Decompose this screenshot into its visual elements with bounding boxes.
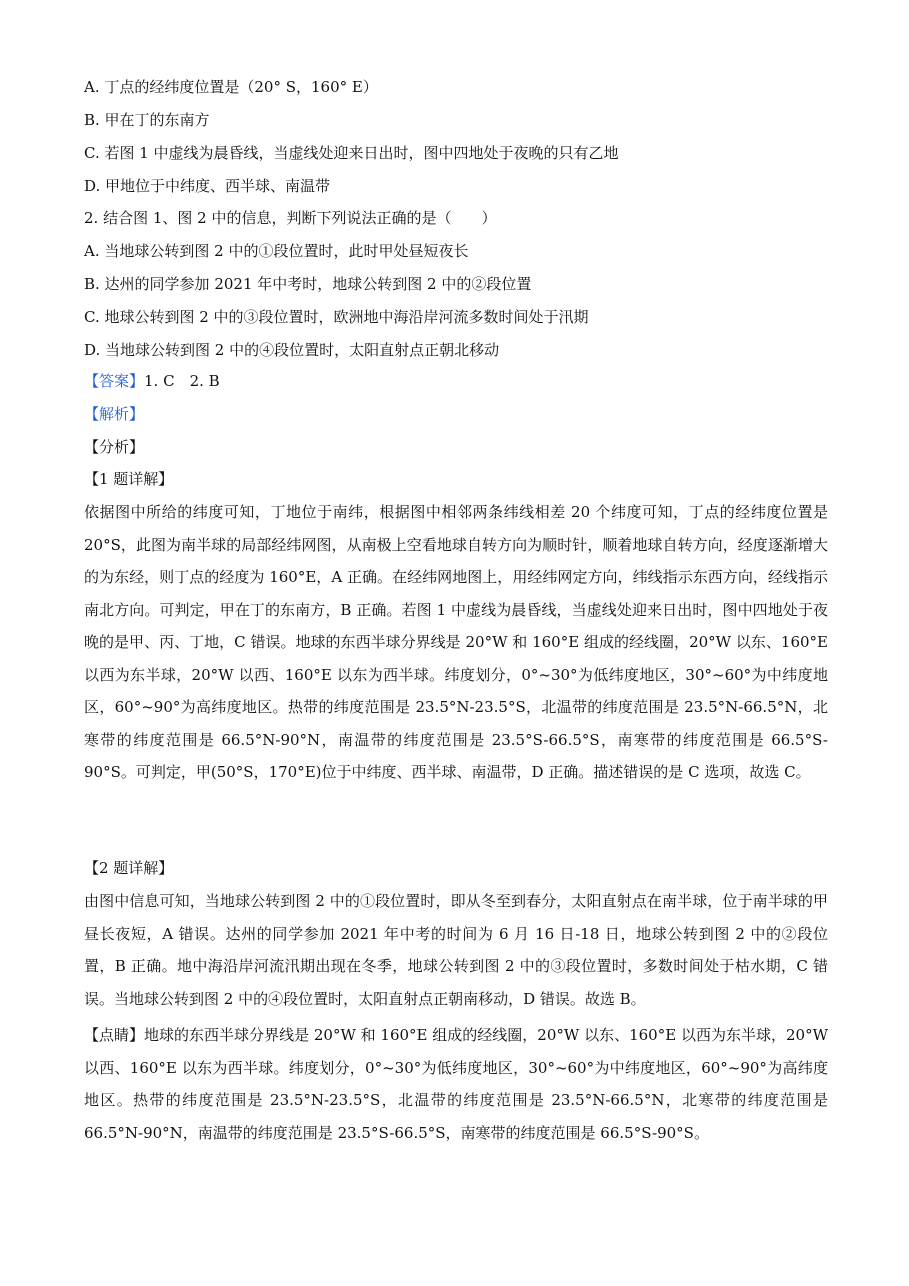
- option-2a: A. 当地球公转到图 2 中的①段位置时，此时甲处昼短夜长: [84, 242, 469, 260]
- q1-detail-header: 【1 题详解】: [84, 470, 174, 488]
- dianjing-label: 【点睛】: [84, 1026, 145, 1044]
- answer-label: 【答案】: [84, 372, 145, 390]
- option-2d: D. 当地球公转到图 2 中的④段位置时，太阳直射点正朝北移动: [84, 341, 500, 359]
- fenxi-header: 【分析】: [84, 438, 145, 456]
- answer-text: 1. C 2. B: [144, 372, 220, 390]
- option-2c: C. 地球公转到图 2 中的③段位置时，欧洲地中海沿岸河流多数时间处于汛期: [84, 308, 589, 326]
- q1-detail-paragraph: 依据图中所给的纬度可知，丁地位于南纬，根据图中相邻两条纬线相差 20 个纬度可知，丁点的经纬度位置是 20°S，此图为南半球的局部经纬网图，从南极上空看地球自转方向为顺时针，顺着地球自转方向，经度逐渐增大的为东经，则丁点的经度为 160°E，A 正确。在经纬网地图上，用经纬网定方向，纬线指示东西方向，经线指示南北方向。可判定，甲在丁的东南方，B 正确。若图 1 中虚线为晨昏线，当虚线处迎来日出时，图中四地处于夜晚的是甲、丙、丁地，C 错误。地球的东西半球分界线是 20°W 和 160°E 组成的经线圈，20°W 以东、160°E 以西为东半球，20°W 以西、160°E 以东为西半球。纬度划分，0°~30°为低纬度地区，30°~60°为中纬度地区，60°~90°为高纬度地区。热带的纬度范围是 23.5°N-23.5°S，北温带的纬度范围是 23.5°N-66.5°N，北寒带的纬度范围是 66.5°N-90°N，南温带的纬度范围是 23.5°S-66.5°S，南寒带的纬度范围是 66.5°S-90°S。可判定，甲(50°S，170°E)位于中纬度、西半球、南温带，D 正确。描述错误的是 C 选项，故选 C。: [84, 503, 828, 781]
- option-1d: D. 甲地位于中纬度、西半球、南温带: [84, 177, 331, 195]
- option-1c: C. 若图 1 中虚线为晨昏线，当虚线处迎来日出时，图中四地处于夜晚的只有乙地: [84, 144, 619, 162]
- option-1b: B. 甲在丁的东南方: [84, 111, 210, 129]
- q2-detail-paragraph: 由图中信息可知，当地球公转到图 2 中的①段位置时，即从冬至到春分，太阳直射点在南半球，位于南半球的甲昼长夜短，A 错误。达州的同学参加 2021 年中考的时间为 6 月 16 日-18 日，地球公转到图 2 中的②段位置，B 正确。地中海沿岸河流汛期出现在冬季，地球公转到图 2 中的③段位置时，多数时间处于枯水期，C 错误。当地球公转到图 2 中的④段位置时，太阳直射点正朝南移动，D 错误。故选 B。: [84, 892, 828, 1008]
- dianjing-paragraph: [84, 1019, 828, 1149]
- answer-line: [84, 371, 220, 391]
- dianjing-text: 地球的东西半球分界线是 20°W 和 160°E 组成的经线圈，20°W 以东、160°E 以西为东半球，20°W 以西、160°E 以东为西半球。纬度划分，0°~30°为低纬度地区，30°~60°为中纬度地区，60°~90°为高纬度地区。热带的纬度范围是 23.5°N-23.5°S，北温带的纬度范围是 23.5°N-66.5°N，北寒带的纬度范围是 66.5°N-90°N，南温带的纬度范围是 23.5°S-66.5°S，南寒带的纬度范围是 66.5°S-90°S。: [84, 1026, 828, 1142]
- question-2-stem: 2. 结合图 1、图 2 中的信息，判断下列说法正确的是（ ）: [84, 209, 497, 227]
- option-1a: A. 丁点的经纬度位置是（20° S，160° E）: [84, 78, 378, 96]
- q2-detail-header: 【2 题详解】: [84, 859, 174, 877]
- option-2b: B. 达州的同学参加 2021 年中考时，地球公转到图 2 中的②段位置: [84, 275, 532, 293]
- analysis-header: 【解析】: [84, 405, 145, 423]
